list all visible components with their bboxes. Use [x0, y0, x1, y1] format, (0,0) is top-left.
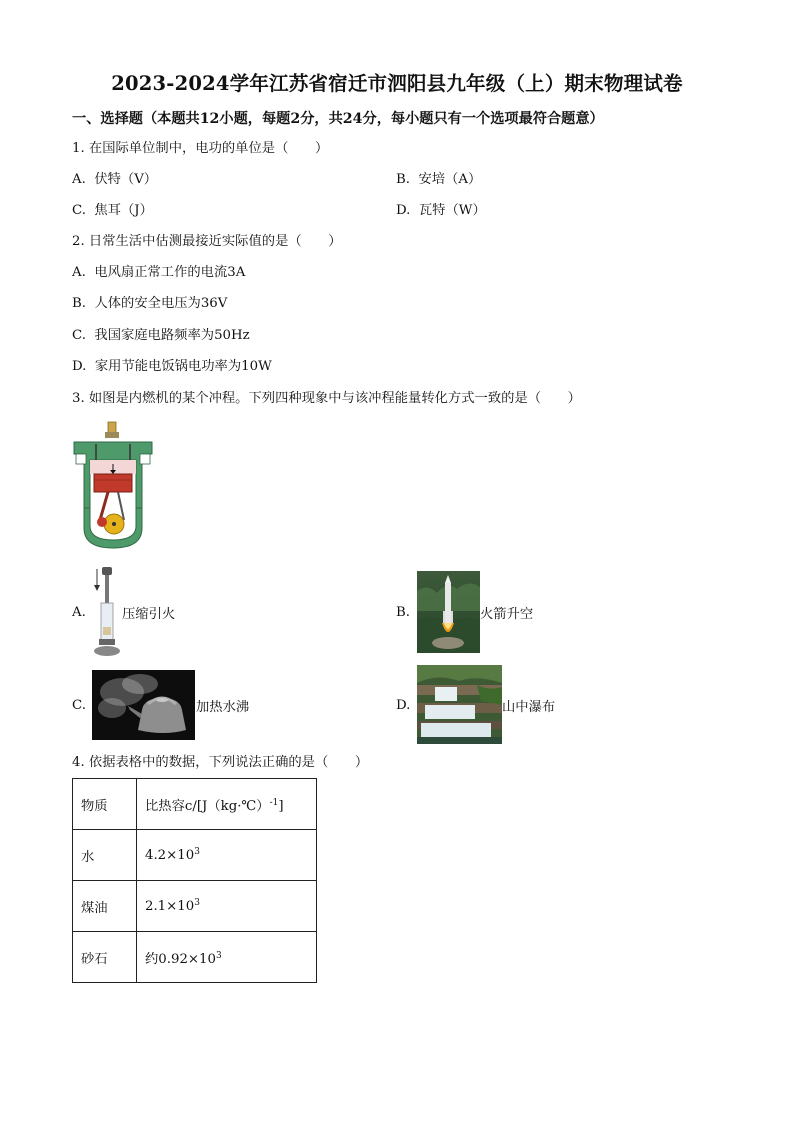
option-text: 焦耳（J）	[94, 203, 153, 218]
question-3-option-c-text: 加热水沸	[196, 700, 250, 715]
rocket-launch-image	[417, 571, 480, 653]
option-text: 我国家庭电路频率为50Hz	[94, 328, 250, 343]
option-letter: C.	[72, 328, 86, 343]
option-letter: B.	[396, 172, 410, 187]
value-text: 4.2×10	[145, 847, 195, 863]
table-row	[73, 932, 317, 983]
question-4-stem: 4. 依据表格中的数据，下列说法正确的是（ ）	[72, 755, 369, 770]
header-unit-exponent: -1	[269, 797, 279, 808]
question-1-option-b	[396, 171, 481, 189]
table-row	[73, 881, 317, 932]
question-1-option-c	[72, 202, 153, 220]
option-text: 安培（A）	[418, 172, 482, 187]
option-letter: D.	[396, 203, 411, 218]
value-text: 2.1×10	[145, 898, 195, 914]
value-exponent: 3	[194, 897, 200, 908]
option-letter: B.	[72, 296, 86, 311]
table-header-row	[73, 779, 317, 830]
table-header-cell: 物质	[73, 779, 137, 830]
question-3-option-c-letter: C.	[72, 698, 86, 713]
question-3-option-a-letter: A.	[72, 605, 86, 620]
specific-heat-table	[72, 778, 317, 983]
question-1-option-a	[72, 171, 157, 189]
waterfall-image	[417, 665, 502, 744]
exam-title: 2023-2024学年江苏省宿迁市泗阳县九年级（上）期末物理试卷	[111, 72, 683, 95]
question-2-option-d	[72, 358, 272, 376]
value-exponent: 3	[215, 950, 222, 961]
question-2-stem: 2. 日常生活中估测最接近实际值的是（ ）	[72, 234, 342, 249]
option-text: 人体的安全电压为36V	[94, 296, 228, 311]
fire-syringe-image	[90, 565, 122, 659]
table-cell-substance: 煤油	[73, 881, 137, 932]
question-3-option-a-text: 压缩引火	[122, 607, 176, 622]
option-letter: A.	[72, 265, 86, 280]
header-unit-close: ]	[278, 798, 284, 814]
value-exponent: 3	[194, 846, 200, 857]
boiling-kettle-image	[92, 670, 195, 740]
question-2-option-a	[72, 264, 245, 282]
option-text: 电风扇正常工作的电流3A	[94, 265, 246, 280]
question-1-option-d	[396, 202, 486, 220]
value-text: 约0.92×10	[145, 951, 216, 967]
question-3-stem: 3. 如图是内燃机的某个冲程。下列四种现象中与该冲程能量转化方式一致的是（ ）	[72, 391, 581, 406]
section-heading: 一、选择题（本题共12小题，每题2分，共24分，每小题只有一个选项最符合题意）	[72, 111, 604, 127]
table-cell-substance: 水	[73, 830, 137, 881]
question-2-option-c	[72, 327, 250, 345]
option-letter: A.	[72, 172, 86, 187]
question-3-option-b-letter: B.	[396, 605, 410, 620]
question-3-option-b-text: 火箭升空	[480, 607, 534, 622]
table-header-cell	[137, 779, 317, 830]
question-3-option-d-letter: D.	[396, 698, 411, 713]
question-2-option-b	[72, 295, 227, 313]
table-cell-value	[137, 932, 317, 983]
option-letter: D.	[72, 359, 87, 374]
engine-stroke-diagram	[70, 420, 156, 554]
option-text: 伏特（V）	[94, 172, 158, 187]
question-3-option-d-text: 山中瀑布	[502, 700, 556, 715]
option-text: 家用节能电饭锅电功率为10W	[94, 359, 272, 374]
table-row	[73, 830, 317, 881]
table-cell-substance: 砂石	[73, 932, 137, 983]
table-cell-value	[137, 830, 317, 881]
option-text: 瓦特（W）	[418, 203, 486, 218]
table-cell-value	[137, 881, 317, 932]
header-unit-text: 比热容c/[J（kg·℃）	[145, 798, 270, 814]
question-1-stem: 1. 在国际单位制中，电功的单位是（ ）	[72, 141, 329, 156]
option-letter: C.	[72, 203, 86, 218]
